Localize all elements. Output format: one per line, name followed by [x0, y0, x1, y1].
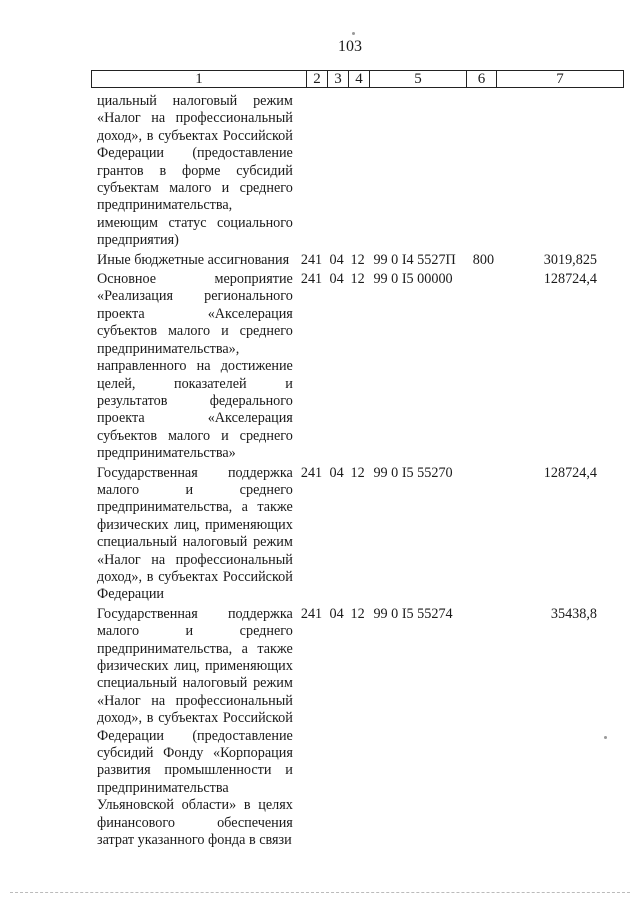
page-number: 103: [338, 38, 362, 55]
row-amount: 35438,8: [550, 605, 597, 622]
row-vr: 800: [472, 251, 495, 268]
row-description: Государственная поддержка малого и среднего предпринимательства, а также физических лиц, применяющих специальный налоговый режим «Налог на профессиональный доход», в субъектах Российской Федерации: [97, 464, 293, 603]
row-glava: 241: [300, 605, 323, 622]
row-pr: 12: [350, 251, 365, 268]
row-csr: 99 0 I5 00000: [373, 271, 453, 288]
row-glava: 241: [300, 251, 323, 268]
scan-dot: [352, 32, 355, 35]
row-description: Основное мероприятие «Реализация регионального проекта «Акселерация субъектов малого и среднего предпринимательства», направленного на достижение целей, показателей и результатов федерального проекта «Акселерация субъектов малого и среднего предпринимательства»: [97, 271, 293, 462]
table-row: [97, 465, 607, 604]
header-col-7: 7: [496, 71, 623, 87]
scan-dot: [604, 736, 607, 739]
row-amount: 128724,4: [543, 271, 597, 288]
table-row: [97, 93, 607, 250]
row-glava: 241: [300, 464, 323, 481]
row-csr: 99 0 I4 5527П: [373, 251, 456, 268]
scan-edge-line: [10, 892, 630, 893]
row-csr: 99 0 I5 55274: [373, 605, 453, 622]
table-row: [97, 606, 607, 850]
row-rz: 04: [329, 271, 344, 288]
header-col-6: 6: [466, 71, 496, 87]
header-col-3: 3: [327, 71, 348, 87]
row-rz: 04: [329, 605, 344, 622]
row-pr: 12: [350, 605, 365, 622]
budget-table: [97, 93, 607, 849]
row-csr: 99 0 I5 55270: [373, 464, 453, 481]
row-pr: 12: [350, 271, 365, 288]
row-description: циальный налоговый режим «Налог на профессиональный доход», в субъектах Российской Федерации (предоставление грантов в форме субсидий субъектам малого и среднего предпринимательства, имеющим статус социального предприятия): [97, 93, 293, 249]
row-rz: 04: [329, 464, 344, 481]
row-rz: 04: [329, 251, 344, 268]
row-description: Государственная поддержка малого и среднего предпринимательства, а также физических лиц, применяющих специальный налоговый режим «Налог на профессиональный доход», в субъектах Российской Федерации (предоставление субсидий Фонду «Корпорация развития промышленности и предпринимательства Ульяновской области» в целях финансового обеспечения затрат указанного фонда в связи: [97, 605, 293, 849]
table-row: [97, 271, 607, 462]
row-amount: 128724,4: [543, 464, 597, 481]
header-col-1: 1: [195, 71, 203, 87]
row-glava: 241: [300, 271, 323, 288]
table-row: [97, 252, 607, 269]
row-pr: 12: [350, 464, 365, 481]
header-col-5: 5: [369, 71, 466, 87]
header-col-2: 2: [306, 71, 327, 87]
header-col-4: 4: [348, 71, 369, 87]
row-description: Иные бюджетные ассигнования: [97, 251, 290, 268]
table-header: [91, 70, 624, 88]
row-amount: 3019,825: [543, 251, 597, 268]
